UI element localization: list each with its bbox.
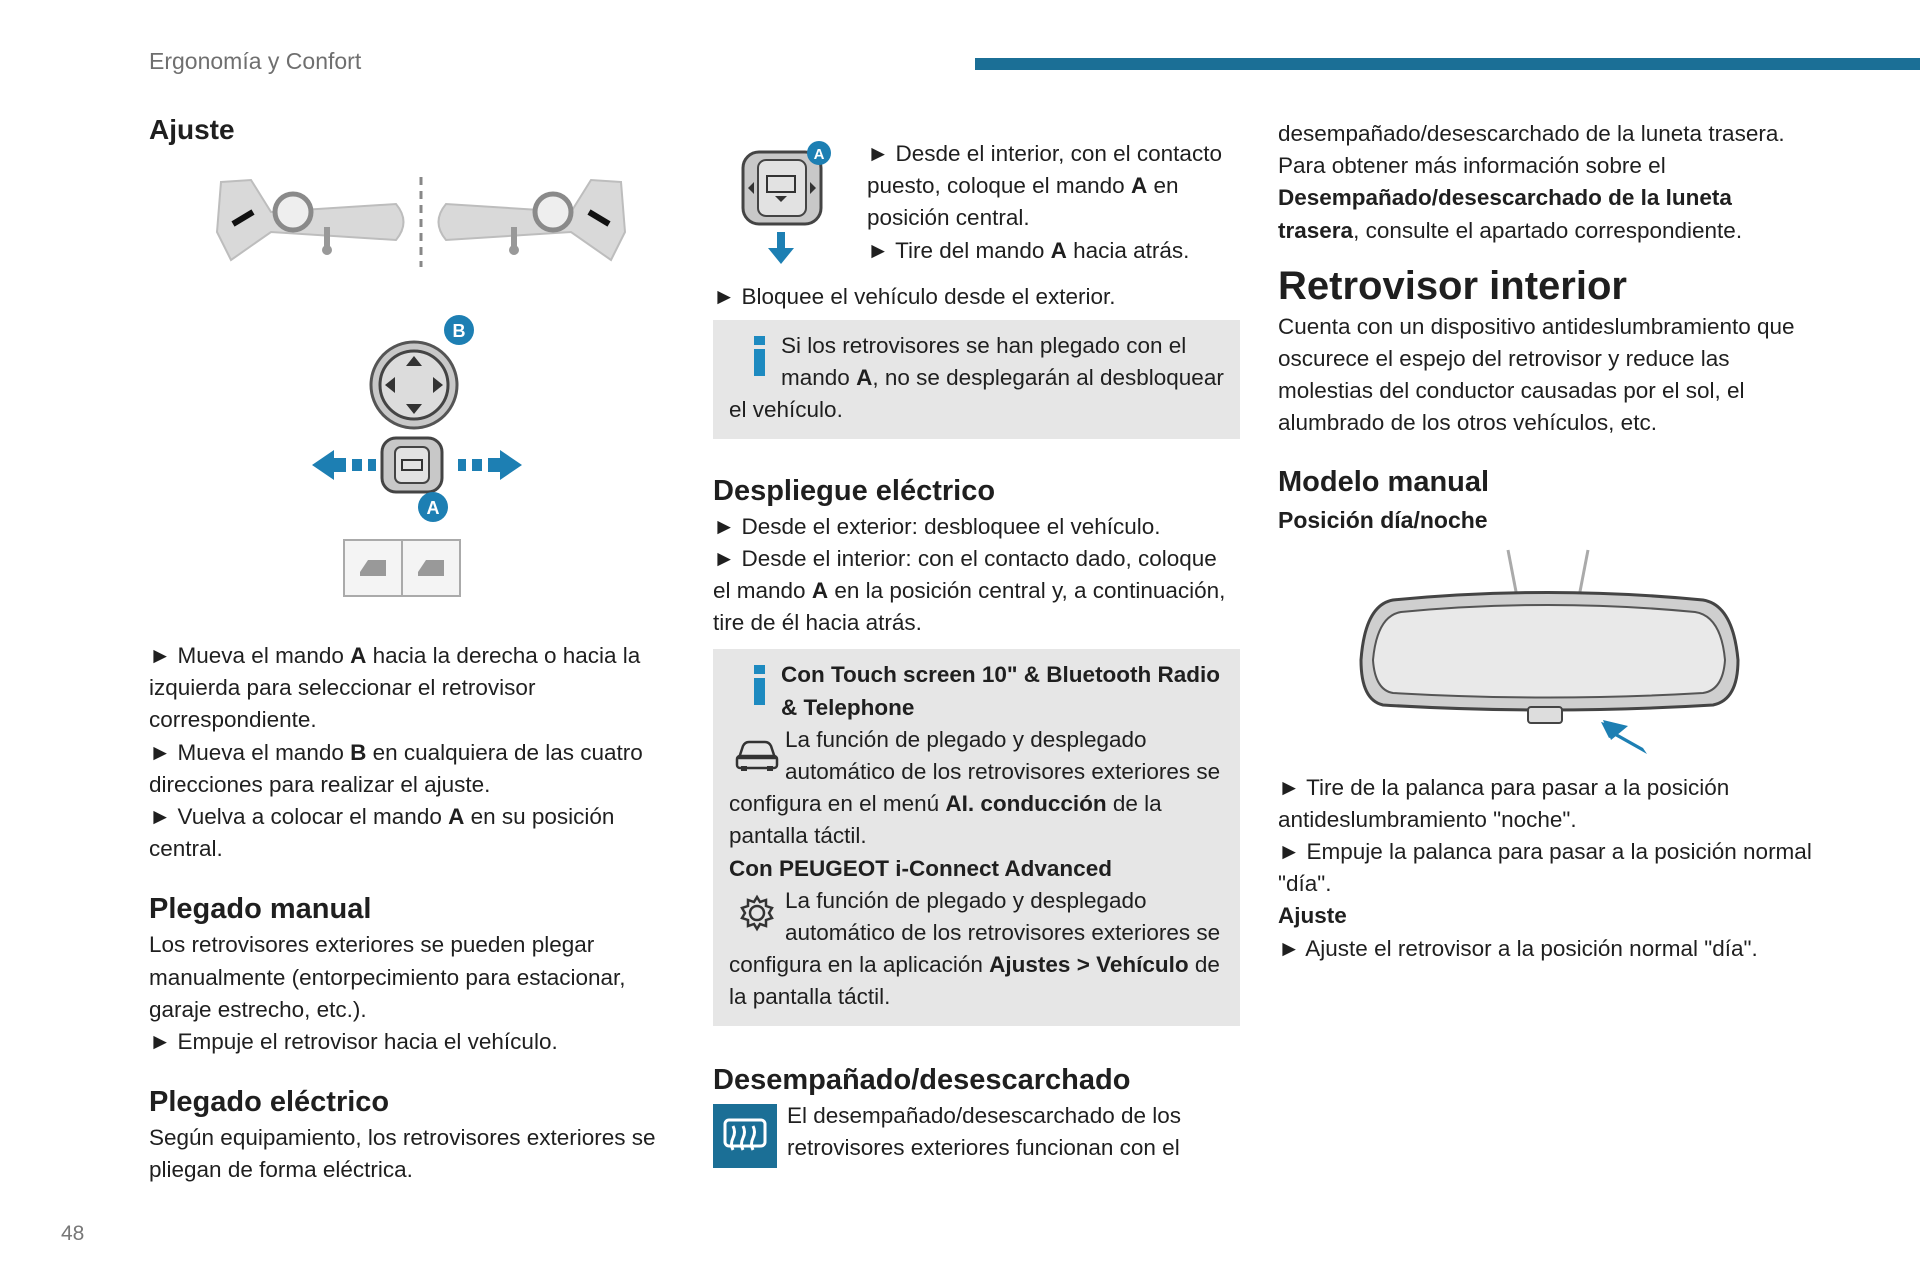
info-icon — [729, 665, 781, 705]
step-pull-back: ► Tire del mando A hacia atrás. — [867, 237, 1190, 263]
despliegue-step-interior: ► Desde el interior: con el contacto dado, coloque el mando A en la posición central y, a continuación, tire de él hacia atrás. — [713, 545, 1226, 636]
mirror-adjust-car-illustration — [211, 172, 631, 272]
defrost-more-info: Para obtener más información sobre el Desempañado/desescarchado de la luneta trasera, consulte el apartado correspondiente. — [1278, 153, 1743, 243]
desempanado-text: El desempañado/desescarchado de los retrovisores exteriores funcionan con el — [787, 1102, 1182, 1160]
label-b: B — [452, 321, 466, 341]
step-adjust-mirror: ► Mueva el mando B en cualquiera de las cuatro direcciones para realizar el ajuste. — [149, 739, 643, 797]
gear-icon — [729, 889, 785, 937]
header-accent-bar — [975, 58, 1920, 70]
plegado-electrico-text: Según equipamiento, los retrovisores exteriores se pliegan de forma eléctrica. — [149, 1125, 656, 1183]
heading-despliegue: Despliegue eléctrico — [713, 474, 996, 507]
page-number: 48 — [61, 1222, 85, 1245]
info-note-touchscreen: Con Touch screen 10" & Bluetooth Radio & Telephone La función de plegado y desplegado automático de los retrovisores exteriores se configura en el menú AI. conducción de la pantalla táctil. Con PEUGEOT i-Connect Advanced La función de plegado y desplegado automático de los retrovisores exteriores se configura en la aplicación Ajustes > Vehículo de la pantalla táctil. — [713, 649, 1240, 1025]
step-select-mirror: ► Mueva el mando A hacia la derecha o hacia la izquierda para seleccionar el retrovisor correspondiente. — [149, 643, 641, 733]
steering-wheel-icon — [275, 194, 311, 230]
retrovisor-intro: Cuenta con un dispositivo antideslumbramiento que oscurece el espejo del retrovisor y reduce las molestias del conductor causadas por el sol, el alumbrado de los otros vehículos, etc. — [1278, 313, 1795, 436]
subheading-posicion: Posición día/noche — [1278, 506, 1488, 533]
step-lock-vehicle: ► Bloquee el vehículo desde el exterior. — [713, 283, 1116, 309]
plegado-manual-text: Los retrovisores exteriores se pueden plegar manualmente (entorpecimiento para estacionar, garaje estrecho, etc.). — [149, 932, 626, 1022]
heading-modelo-manual: Modelo manual — [1278, 465, 1490, 498]
column-left — [149, 110, 689, 1187]
despliegue-step-exterior: ► Desde el exterior: desbloquee el vehículo. — [713, 513, 1161, 539]
defrost-continuation: desempañado/desescarchado de la luneta trasera. — [1278, 121, 1785, 146]
steering-wheel-icon — [535, 194, 571, 230]
rear-defrost-icon — [713, 1104, 777, 1168]
column-right — [1278, 118, 1818, 965]
step-night: ► Tire de la palanca para pasar a la posición antideslumbramiento "noche". — [1278, 774, 1730, 832]
fold-control-illustration — [740, 140, 840, 270]
column-middle — [713, 138, 1240, 1168]
mirror-control-diagram — [312, 310, 532, 610]
heading-ajuste: Ajuste — [149, 114, 235, 145]
step-return-central: ► Vuelva a colocar el mando A en su posición central. — [149, 804, 615, 862]
step-interior-central: ► Desde el interior, con el contacto puesto, coloque el mando A en posición central. — [867, 141, 1222, 231]
heading-plegado-manual: Plegado manual — [149, 893, 372, 926]
plegado-manual-step: ► Empuje el retrovisor hacia el vehículo. — [149, 1029, 558, 1055]
car-icon — [729, 728, 785, 776]
subheading-ajuste: Ajuste — [1278, 903, 1347, 929]
section-header: Ergonomía y Confort — [149, 48, 362, 74]
label-a: A — [426, 498, 440, 518]
heading-desempanado: Desempañado/desescarchado — [713, 1063, 1131, 1096]
info-note-fold: Si los retrovisores se han plegado con el mando A, no se desplegarán al desbloquear el vehículo. — [713, 320, 1240, 439]
step-day: ► Empuje la palanca para pasar a la posición normal "día". — [1278, 839, 1812, 897]
note-heading-touchscreen: Con Touch screen 10" & Bluetooth Radio & Telephone — [781, 662, 1221, 720]
interior-mirror-illustration — [1353, 540, 1753, 770]
info-icon — [729, 336, 781, 376]
heading-plegado-electrico: Plegado eléctrico — [149, 1086, 390, 1119]
label-a: A — [813, 146, 825, 163]
note-heading-iconnect: Con PEUGEOT i-Connect Advanced — [729, 855, 1112, 881]
step-adjust-day: ► Ajuste el retrovisor a la posición normal "día". — [1278, 935, 1758, 961]
heading-retrovisor-interior: Retrovisor interior — [1278, 263, 1627, 308]
